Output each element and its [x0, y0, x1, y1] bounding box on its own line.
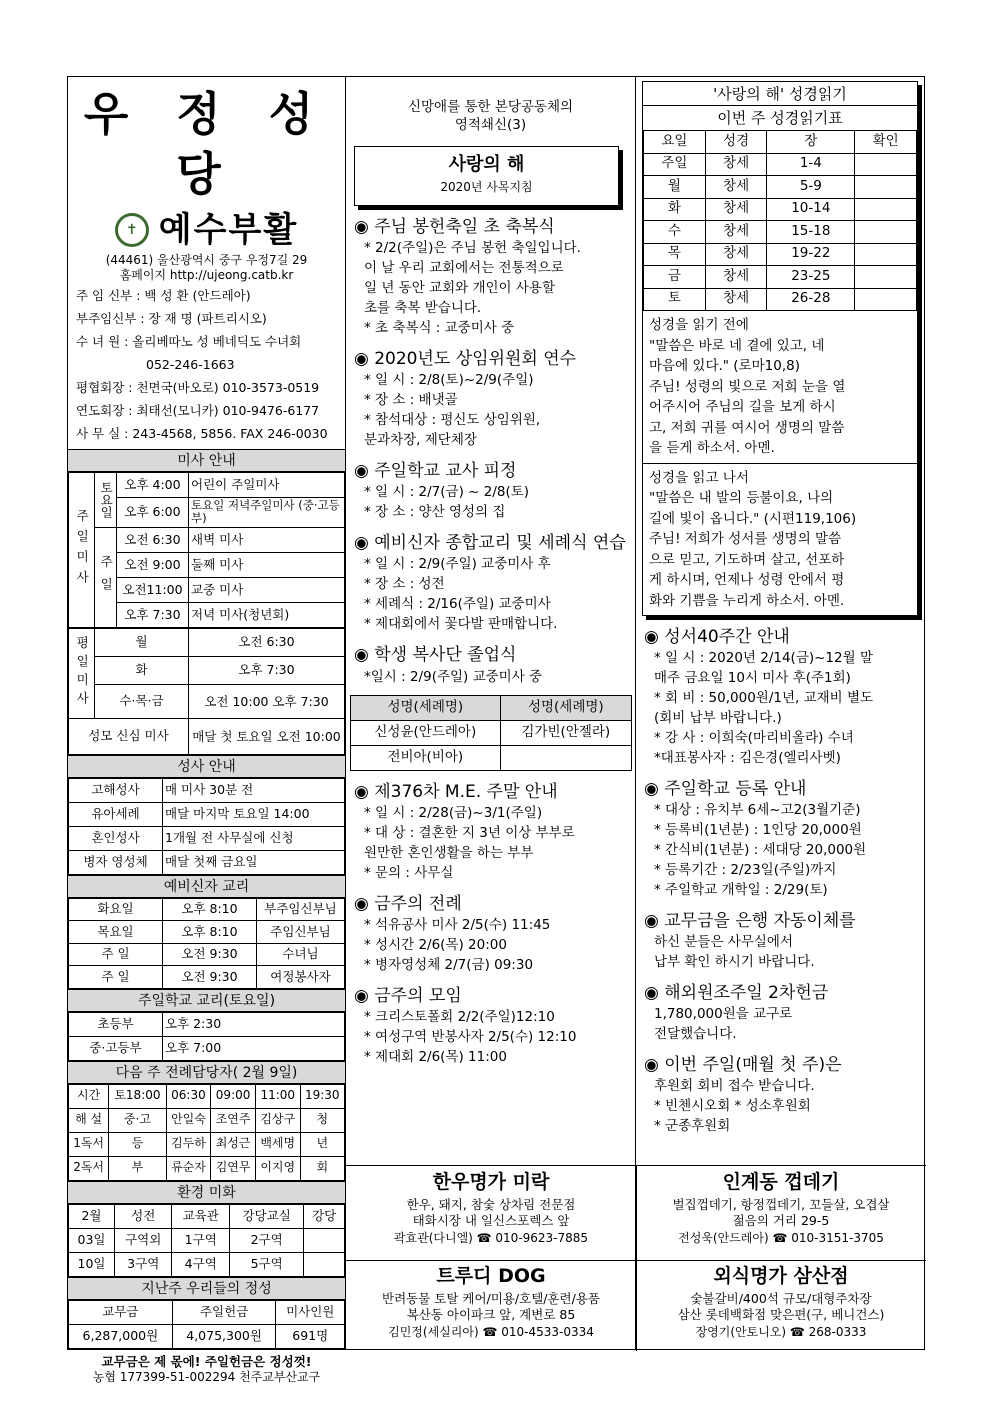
ad-name: 인계동 껍데기 [722, 1171, 840, 1193]
notice-line: * 일 시 : 2/8(토)~2/9(주일) [364, 372, 534, 389]
bible-cell: 성경 [705, 131, 767, 154]
weekday: 수·목·금 [95, 684, 189, 718]
ad-name: 한우명가 미락 [432, 1171, 550, 1193]
notice-line: * 참석대상 : 평신도 상임위원, [364, 412, 541, 429]
notice-line: * 석유공사 미사 2/5(수) 11:45 [364, 916, 551, 933]
notice-line: 1,780,000원을 교구로 [654, 1006, 793, 1023]
liturgy-cell: 회 [300, 1156, 344, 1180]
reading-line: 게 하시며, 언제나 성령 안에서 평 [649, 572, 845, 588]
notice-line: * 장 소 : 배냇골 [364, 392, 458, 409]
mass-table [68, 472, 345, 628]
env-cell: 4구역 [172, 1252, 230, 1276]
bible-cell: 주일 [644, 153, 706, 176]
liturgy-cell: 19:30 [300, 1084, 344, 1108]
notice-line: * 여성구역 반봉사자 2/5(수) 12:10 [364, 1028, 577, 1045]
bible-cell: 확인 [855, 131, 917, 154]
liturgy-cell: 1독서 [69, 1132, 109, 1156]
school-cell: 중·고등부 [69, 1036, 163, 1060]
after-reading [643, 464, 917, 616]
ad-location: 태화시장 내 일신스포렉스 앞 [412, 1212, 570, 1228]
graduate-cell: 성명(세례명) [351, 695, 501, 720]
notice-heading: ◉ 예비신자 종합교리 및 세례식 연습 [354, 533, 626, 554]
notice-heading: ◉ 성서40주간 안내 [644, 627, 790, 647]
logo-row [68, 207, 345, 253]
catechumen-cell: 목요일 [69, 921, 163, 944]
staff-line: 052-246-1663 [146, 356, 235, 372]
mass-title: 미사 안내 [68, 449, 345, 472]
notice-line: 초를 축복 받습니다. [364, 300, 482, 317]
notice [346, 644, 635, 686]
graduate-cell [500, 745, 631, 770]
weekday-mass-table [68, 628, 345, 755]
notice [346, 893, 635, 975]
notice-line: * 제대회에서 꽃다발 판매합니다. [364, 616, 558, 633]
mass-time: 오후 6:00 [117, 497, 189, 527]
catechumen-cell: 오후 8:10 [163, 898, 257, 921]
liturgy-cell: 류순자 [166, 1156, 211, 1180]
liturgy-title: 다음 주 전례담당자( 2월 9일) [68, 1061, 345, 1084]
catechumen-cell: 수녀님 [257, 943, 345, 966]
sacrament-title: 성사 안내 [68, 755, 345, 778]
reading-line: 마음에 있다." (로마10,8) [649, 358, 800, 374]
notice-line: * 크리스토폴회 2/2(주일)12:10 [364, 1008, 555, 1025]
notice-line: * 일 시 : 2/7(금) ~ 2/8(토) [364, 484, 530, 501]
notice-line: * 병자영성체 2/7(금) 09:30 [364, 956, 534, 973]
liturgy-cell: 이지영 [255, 1156, 300, 1180]
ad-contact: 장영기(안토니오) ☎ 268-0333 [695, 1325, 867, 1340]
liturgy-cell: 해 설 [69, 1108, 109, 1132]
mary-mass-time: 매달 첫 토요일 오전 10:00 [189, 718, 345, 754]
notice-heading: ◉ 주님 봉헌축일 초 축복식 [354, 217, 555, 238]
staff-line: 주 임 신부 : 백 성 환 (안드레아) [76, 287, 251, 303]
notice [346, 985, 635, 1067]
bible-cell: 19-22 [767, 243, 855, 266]
notice-line: * 강 사 : 이희숙(마리비올라) 수녀 [654, 730, 854, 747]
notice [346, 460, 635, 522]
liturgy-cell: 청 [300, 1108, 344, 1132]
notice [346, 348, 635, 450]
school-cell: 오후 2:30 [163, 1012, 345, 1036]
notice-line: 분과차장, 제단체장 [364, 432, 477, 449]
env-cell: 2구역 [229, 1228, 303, 1252]
env-table [68, 1204, 345, 1277]
bible-table [643, 130, 917, 311]
mass-name: 새벽 미사 [189, 527, 345, 552]
middle-column [346, 77, 636, 1349]
reading-line: "말씀은 바로 네 곁에 있고, 네 [649, 337, 825, 354]
catechumen-cell: 화요일 [69, 898, 163, 921]
bible-cell [855, 243, 917, 266]
catechumen-cell: 주 일 [69, 966, 163, 989]
mass-time: 오전 6:30 [117, 527, 189, 552]
sunday-label: 주일 [95, 527, 117, 627]
liturgy-cell: 시간 [69, 1084, 109, 1108]
notice-heading: ◉ 교무금을 은행 자동이체를 [644, 911, 856, 932]
notice-line: 일 년 동안 교회와 개인이 사용할 [364, 280, 555, 297]
notice-heading: ◉ 2020년도 상임위원회 연수 [354, 349, 577, 370]
reading-line: 길에 빛이 옵니다." (시편119,106) [649, 510, 857, 527]
mass-name: 둘째 미사 [189, 552, 345, 577]
mass-time: 오전 9:00 [117, 552, 189, 577]
notice-line: 하신 분들은 사무실에서 [654, 934, 793, 951]
liturgy-cell: 김두하 [166, 1132, 211, 1156]
notice [346, 216, 635, 338]
ad-contact: 전성욱(안드레아) ☎ 010-3151-3705 [678, 1231, 884, 1246]
right-column [636, 77, 926, 1349]
notice-line: * 회 비 : 50,000원/1년, 교재비 별도 [654, 690, 874, 707]
notice-line: * 장 소 : 양산 영성의 집 [364, 504, 506, 521]
sacrament-cell: 고해성사 [69, 778, 163, 802]
notice-line: * 대상 : 유치부 6세~고2(3월기준) [654, 802, 861, 819]
notice-line: * 장 소 : 성전 [364, 576, 445, 593]
notice-heading: ◉ 주일학교 등록 안내 [644, 779, 807, 800]
notice-line: * 일 시 : 2/28(금)~3/1(주일) [364, 804, 543, 821]
notice-heading: ◉ 주일학교 교사 피정 [354, 461, 517, 482]
ad-location: 삼산 롯데백화점 맞은편(구, 베니건스) [677, 1306, 885, 1322]
notice-line: 매주 금요일 10시 미사 후(주1회) [654, 670, 851, 687]
sacrament-cell: 유아세례 [69, 802, 163, 826]
notice-line: * 주일학교 개학일 : 2/29(토) [654, 882, 828, 899]
homepage-link[interactable]: 홈페이지 http://ujeong.catb.kr [119, 268, 294, 283]
bible-cell: 수 [644, 221, 706, 244]
weekday-time: 오후 7:30 [189, 656, 345, 684]
parish-title: 우 정 성 당 [83, 87, 330, 201]
bible-cell: 월 [644, 176, 706, 199]
notice-line: 원만한 혼인생활을 하는 부부 [364, 844, 534, 861]
notice-line: (회비 납부 바랍니다.) [654, 710, 782, 727]
env-cell: 강당교실 [229, 1204, 303, 1228]
bible-title: '사랑의 해' 성경읽기 [643, 82, 917, 106]
notice-heading: ◉ 이번 주일(매월 첫 주)은 [644, 1055, 842, 1076]
notice [346, 532, 635, 634]
bible-subtitle: 이번 주 성경읽기표 [717, 109, 843, 127]
offering-cell: 주일헌금 [172, 1300, 276, 1324]
catechumen-cell: 주 일 [69, 943, 163, 966]
bible-cell: 창세 [705, 221, 767, 244]
sacrament-table [68, 778, 345, 875]
catechumen-cell: 오전 9:30 [163, 943, 257, 966]
bible-cell [855, 221, 917, 244]
env-title: 환경 미화 [68, 1181, 345, 1204]
notice-heading: ◉ 해외원조주일 2차헌금 [644, 983, 829, 1004]
graduate-cell: 김가빈(안젤라) [500, 720, 631, 745]
notice-line: * 간식비(1년분) : 세대당 20,000원 [654, 842, 867, 859]
notice [636, 778, 926, 900]
bible-cell: 장 [767, 131, 855, 154]
reading-line: 고, 저희 귀를 여시어 생명의 말씀 [649, 419, 845, 436]
offering-cell: 미사인원 [276, 1300, 345, 1324]
reading-line: 어주시어 주님의 길을 보게 하시 [649, 399, 836, 415]
bible-cell: 창세 [705, 243, 767, 266]
liturgy-cell: 백세명 [255, 1132, 300, 1156]
liturgy-cell: 등 [109, 1132, 166, 1156]
mass-time: 오후 7:30 [117, 602, 189, 627]
env-cell [304, 1228, 345, 1252]
graduate-cell: 전비아(비아) [351, 745, 501, 770]
sacrament-cell: 매달 마지막 토요일 14:00 [163, 802, 345, 826]
notice-line: * 성시간 2/6(목) 20:00 [364, 936, 507, 953]
reading-line: 화와 기쁨을 누리게 하소서. 아멘. [649, 592, 845, 609]
offering-cell: 4,075,300원 [172, 1324, 276, 1348]
mass-name: 어린이 주일미사 [189, 472, 345, 497]
notice-line: *일시 : 2/9(주일) 교중미사 중 [364, 668, 543, 685]
bible-cell: 26-28 [767, 288, 855, 311]
ad-desc: 벌집껍데기, 항정껍데기, 꼬들살, 오겹살 [672, 1196, 890, 1212]
staff-line: 수 녀 원 : 올리베따노 성 베네딕도 수녀회 [76, 333, 302, 349]
pastoral-title: 사랑의 해 [448, 154, 525, 176]
notice-line: * 대 상 : 결혼한 지 3년 이상 부부로 [364, 824, 575, 841]
bible-cell: 화 [644, 198, 706, 221]
mass-name: 저녁 미사(청년회) [189, 602, 345, 627]
liturgy-cell: 부 [109, 1156, 166, 1180]
liturgy-cell: 김상구 [255, 1108, 300, 1132]
liturgy-cell: 안일숙 [166, 1108, 211, 1132]
news-list-1 [346, 216, 635, 686]
notice [636, 910, 926, 972]
offering-cell: 6,287,000원 [69, 1324, 173, 1348]
notice-line: * 등록기간 : 2/23일(주일)까지 [654, 862, 837, 879]
notice-line: *대표봉사자 : 김은경(엘리사벳) [654, 750, 841, 767]
sacrament-cell: 매 미사 30분 전 [163, 778, 345, 802]
catechumen-cell: 주임신부님 [257, 921, 345, 944]
sunday-mass-label: 주일미사 [69, 472, 95, 627]
liturgy-cell: 조연주 [211, 1108, 256, 1132]
weekday-time: 오전 6:30 [189, 628, 345, 656]
ad-location: 복산동 아이파크 앞, 계변로 85 [406, 1306, 576, 1322]
liturgy-cell: 년 [300, 1132, 344, 1156]
notice [346, 781, 635, 883]
sacrament-cell: 1개월 전 사무실에 신청 [163, 826, 345, 850]
notice-heading: ◉ 금주의 전례 [354, 893, 462, 914]
notice [636, 626, 926, 768]
pastoral-box [354, 146, 619, 206]
ads-area [346, 1165, 926, 1351]
reading-line: 주님! 저희가 성서를 생명의 말씀 [649, 531, 842, 547]
liturgy-cell: 최성근 [211, 1132, 256, 1156]
notice [636, 1054, 926, 1136]
offering-cell: 교무금 [69, 1300, 173, 1324]
ad-name: 외식명가 삼산점 [713, 1265, 849, 1287]
notice-line: 납부 확인 하시기 바랍니다. [654, 954, 815, 971]
bible-cell: 창세 [705, 266, 767, 289]
bible-cell: 15-18 [767, 221, 855, 244]
env-cell: 5구역 [229, 1252, 303, 1276]
bible-cell [855, 266, 917, 289]
weekday: 월 [95, 628, 189, 656]
notice-line: 전달했습니다. [654, 1026, 737, 1043]
notice-line: * 등록비(1년분) : 1인당 20,000원 [654, 822, 862, 839]
offering-table [68, 1300, 345, 1349]
notice-heading: ◉ 금주의 모임 [354, 985, 462, 1006]
offering-title: 지난주 우리들의 정성 [68, 1277, 345, 1300]
weekday: 화 [95, 656, 189, 684]
env-cell: 2월 [69, 1204, 115, 1228]
liturgy-table [68, 1084, 345, 1181]
ad-block [346, 1260, 636, 1354]
ad-desc: 한우, 돼지, 참숯 상차림 전문점 [406, 1196, 576, 1212]
env-cell: 10일 [69, 1252, 115, 1276]
liturgy-cell: 06:30 [166, 1084, 211, 1108]
bible-cell: 1-4 [767, 153, 855, 176]
ad-contact: 김민정(세실리아) ☎ 010-4533-0334 [388, 1325, 594, 1340]
notice-line: * 군종후원회 [654, 1118, 731, 1135]
offering-cell: 691명 [276, 1324, 345, 1348]
news-list-2 [346, 781, 635, 1067]
address: (44461) 울산광역시 중구 우정7길 29 [105, 252, 308, 267]
bible-cell: 창세 [705, 153, 767, 176]
env-cell: 03일 [69, 1228, 115, 1252]
mass-name: 토요일 저녁주일미사 (중·고등부) [189, 497, 345, 527]
env-cell: 성전 [114, 1204, 172, 1228]
parish-logo-icon: ✝ [115, 213, 149, 247]
bible-cell: 토 [644, 288, 706, 311]
staff-line: 부주임신부 : 장 재 명 (파트리시오) [76, 310, 267, 326]
ad-block [636, 1166, 926, 1260]
graduate-cell: 신성윤(안드레아) [351, 720, 501, 745]
ad-desc: 반려동물 토탈 케어/미용/호텔/훈련/용품 [382, 1290, 600, 1306]
graduates-table [350, 695, 632, 771]
left-column [68, 77, 346, 1385]
catechumen-cell: 부주임신부님 [257, 898, 345, 921]
staff-line: 연도회장 : 최태선(모니카) 010-9476-6177 [76, 402, 320, 418]
mass-time: 오후 4:00 [117, 472, 189, 497]
notice-line: 후원회 회비 접수 받습니다. [654, 1078, 815, 1095]
notice-line: * 초 축복식 : 교중미사 중 [364, 320, 515, 337]
bible-cell: 5-9 [767, 176, 855, 199]
env-cell: 3구역 [114, 1252, 172, 1276]
liturgy-cell: 2독서 [69, 1156, 109, 1180]
ad-block [346, 1166, 636, 1260]
notice-line: * 일 시 : 2020년 2/14(금)~12월 말 [654, 650, 873, 667]
bible-cell [855, 288, 917, 311]
motto-line2: 영적쇄신(3) [454, 116, 527, 133]
ad-name: 트루디 DOG [436, 1265, 546, 1287]
bible-cell: 창세 [705, 176, 767, 199]
sunday-school-table [68, 1012, 345, 1061]
env-cell: 1구역 [172, 1228, 230, 1252]
logo-text: 예수부활 [158, 209, 299, 250]
notice-line: * 제대회 2/6(목) 11:00 [364, 1048, 507, 1065]
notice-line: * 일 시 : 2/9(주일) 교중미사 후 [364, 556, 551, 573]
env-cell [304, 1252, 345, 1276]
bible-cell [855, 198, 917, 221]
mass-time: 오전11:00 [117, 577, 189, 602]
ad-block [636, 1260, 926, 1354]
notice-heading: ◉ 제376차 M.E. 주말 안내 [354, 781, 558, 802]
bible-cell: 23-25 [767, 266, 855, 289]
catechumen-cell: 오전 9:30 [163, 966, 257, 989]
ad-contact: 곽효관(다니엘) ☎ 010-9623-7885 [393, 1231, 589, 1246]
notice-line: * 2/2(주일)은 주님 봉헌 축일입니다. [364, 240, 581, 257]
bible-cell: 창세 [705, 288, 767, 311]
liturgy-cell: 09:00 [211, 1084, 256, 1108]
catechumen-table [68, 898, 345, 989]
bible-cell: 요일 [644, 131, 706, 154]
bible-cell: 10-14 [767, 198, 855, 221]
staff-line: 사 무 실 : 243-4568, 5856. FAX 246-0030 [76, 425, 328, 441]
catechumen-title: 예비신자 교리 [68, 875, 345, 898]
sunday-school-title: 주일학교 교리(토요일) [68, 989, 345, 1012]
catechumen-cell: 오후 8:10 [163, 921, 257, 944]
school-cell: 초등부 [69, 1012, 163, 1036]
graduate-cell: 성명(세례명) [500, 695, 631, 720]
offering-slogan: 교무금은 제 몫에! 주일헌금은 정성껏! [101, 1353, 312, 1369]
motto-line1: 신망애를 통한 본당공동체의 [407, 99, 574, 115]
bible-cell: 창세 [705, 198, 767, 221]
notice-line: * 빈첸시오회 * 성소후원회 [654, 1098, 811, 1115]
reading-line: 주님! 성령의 빛으로 저희 눈을 열 [649, 378, 846, 395]
sacrament-cell: 병자 영성체 [69, 850, 163, 874]
bank-account: 농협 177399-51-002294 천주교부산교구 [92, 1370, 321, 1385]
notice [636, 982, 926, 1044]
bible-box [642, 81, 918, 616]
liturgy-cell: 11:00 [255, 1084, 300, 1108]
notice-line: 이 날 우리 교회에서는 전통적으로 [364, 260, 564, 277]
weekday-mass-label: 평일미사 [69, 628, 95, 718]
bible-cell [855, 153, 917, 176]
before-reading [643, 311, 917, 464]
reading-line: 으로 믿고, 기도하며 살고, 선포하 [649, 551, 845, 568]
mary-mass-label: 성모 신심 미사 [69, 718, 189, 754]
mass-name: 교중 미사 [189, 577, 345, 602]
weekday-time: 오전 10:00 오후 7:30 [189, 684, 345, 718]
catechumen-cell: 여정봉사자 [257, 966, 345, 989]
notice-line: * 문의 : 사무실 [364, 864, 454, 881]
sacrament-cell: 혼인성사 [69, 826, 163, 850]
env-cell: 구역외 [114, 1228, 172, 1252]
reading-line: 을 듣게 하소서. 아멘. [649, 440, 775, 456]
notice-line: * 세례식 : 2/16(주일) 교중미사 [364, 596, 551, 613]
bible-cell [855, 176, 917, 199]
notice-heading: ◉ 학생 복사단 졸업식 [354, 645, 517, 666]
after-heading: 성경을 읽고 나서 [649, 469, 749, 486]
news-list-3 [636, 626, 926, 1136]
school-cell: 오후 7:00 [163, 1036, 345, 1060]
reading-line: "말씀은 내 발의 등불이요, 나의 [649, 490, 834, 506]
sacrament-cell: 매달 첫째 금요일 [163, 850, 345, 874]
liturgy-cell: 김연무 [211, 1156, 256, 1180]
before-heading: 성경을 읽기 전에 [649, 317, 749, 333]
staff-info [68, 284, 345, 445]
bulletin-page [67, 76, 925, 1385]
ad-location: 젊음의 거리 29-5 [732, 1212, 830, 1228]
liturgy-cell: 중·고 [109, 1108, 166, 1132]
bible-cell: 목 [644, 243, 706, 266]
saturday-label: 토요일 [95, 472, 117, 527]
pastoral-subtitle: 2020년 사목지침 [440, 180, 533, 195]
bible-cell: 금 [644, 266, 706, 289]
env-cell: 교육관 [172, 1204, 230, 1228]
env-cell: 강당 [304, 1204, 345, 1228]
liturgy-cell: 토18:00 [109, 1084, 166, 1108]
staff-line: 평협회장 : 천면국(바오로) 010-3573-0519 [76, 379, 320, 395]
ad-desc: 숯불갈비/400석 규모/대형주차장 [690, 1290, 872, 1306]
